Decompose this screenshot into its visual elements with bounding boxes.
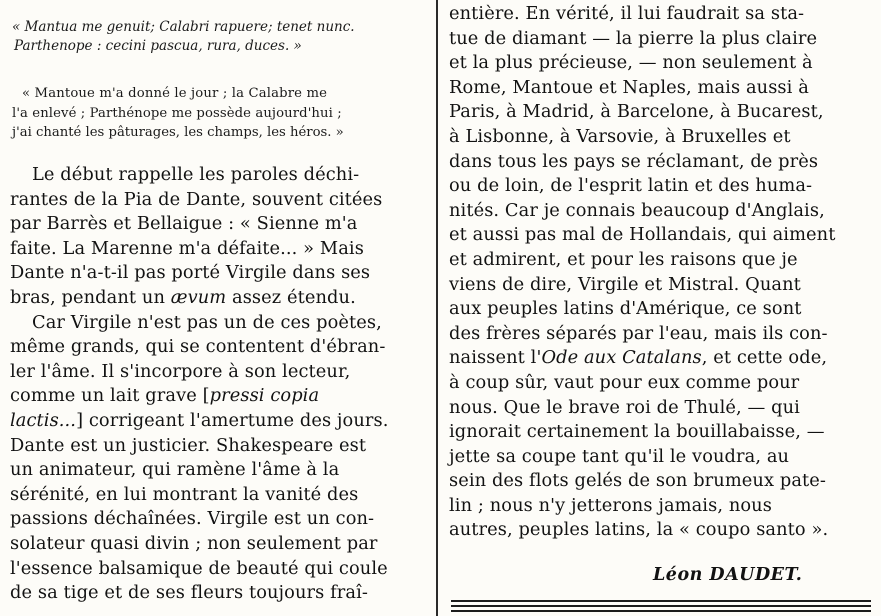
text-line: un animateur, qui ramène l'âme à la — [10, 459, 340, 481]
text-line: à coup sûr, vaut pour eux comme pour — [449, 371, 800, 393]
text-line: entière. En vérité, il lui faudrait sa sta- — [449, 3, 805, 24]
french-quote-line: j'ai chanté les pâturages, les champs, les héros. » — [12, 125, 344, 140]
right-article-text — [449, 2, 879, 543]
text-segment: comme un lait grave [ — [10, 385, 210, 407]
latin-quote-line: « Mantua me genuit; Calabri rapuere; tenet nunc. — [12, 19, 355, 35]
latin-quote-line: Parthenope : cecini pascua, rura, duces. » — [14, 38, 302, 54]
text-line: Dante n'a-t-il pas porté Virgile dans ses — [10, 262, 371, 284]
text-line: ler l'âme. Il s'incorpore à son lecteur, — [10, 360, 351, 382]
right-column — [443, 0, 881, 616]
text-line: à Lisbonne, à Varsovie, à Bruxelles et — [449, 125, 791, 147]
text-line: Rome, Mantoue et Naples, mais aussi à — [449, 76, 809, 98]
french-translation-quote — [12, 84, 424, 143]
text-segment: , et cette ode, — [701, 347, 828, 369]
text-line: ou de loin, de l'esprit latin et des huma- — [449, 175, 813, 197]
french-quote-line: « Mantoue m'a donné le jour ; la Calabre me — [22, 86, 328, 101]
closing-rule — [451, 610, 871, 612]
text-segment: assez étendu. — [226, 286, 356, 308]
column-divider — [436, 0, 438, 616]
latin-phrase: lactis... — [10, 409, 77, 431]
text-line: autres, peuples latins, la « coupo santo ». — [449, 519, 829, 541]
text-line: même grands, qui se contentent d'ébran- — [10, 336, 386, 358]
text-line: sein des flots gelés de son brumeux pate- — [449, 470, 827, 492]
text-line: et la plus précieuse, — non seulement à — [449, 52, 813, 74]
text-line: Le début rappelle les paroles déchi- — [32, 164, 360, 185]
aevum-term: ævum — [170, 286, 227, 308]
text-line — [10, 384, 428, 409]
text-line: lin ; nous n'y jetterons jamais, nous — [449, 494, 772, 516]
text-line: jette sa coupe tant qu'il le voudra, au — [449, 445, 790, 467]
text-line: aux peuples latins d'Amérique, ce sont — [449, 298, 802, 320]
text-line: sérénité, en lui montrant la vanité des — [10, 483, 359, 505]
text-line: et admirent, et pour les raisons que je — [449, 248, 798, 270]
text-segment: naissent l' — [449, 347, 542, 369]
latin-phrase: pressi copia — [209, 385, 320, 407]
text-line: faite. La Marenne m'a défaite... » Mais — [10, 237, 364, 259]
closing-rule — [451, 605, 871, 607]
french-quote-line: l'a enlevé ; Parthénope me possède aujourd'hui ; — [12, 105, 342, 121]
text-line: solateur quasi divin ; non seulement par — [10, 532, 378, 554]
left-column — [0, 0, 432, 616]
text-line — [10, 286, 428, 311]
text-line: Paris, à Madrid, à Barcelone, à Bucarest, — [449, 101, 824, 123]
text-line: passions déchaînées. Virgile est un con- — [10, 508, 375, 530]
left-article-text — [10, 163, 428, 606]
latin-epitaph-quote — [12, 18, 424, 56]
text-line: de sa tige et de ses fleurs toujours fraî- — [10, 582, 368, 604]
text-line — [449, 346, 879, 371]
text-line: nités. Car je connais beaucoup d'Anglais, — [449, 199, 825, 221]
text-line: des frères séparés par l'eau, mais ils con- — [449, 322, 828, 344]
text-segment: bras, pendant un — [10, 286, 171, 308]
text-segment: ] corrigeant l'amertume des jours. — [76, 409, 389, 431]
text-line: dans tous les pays se réclamant, de près — [449, 150, 819, 172]
text-line: viens de dire, Virgile et Mistral. Quant — [449, 273, 801, 295]
text-line: Car Virgile n'est pas un de ces poètes, — [32, 311, 382, 333]
text-line: et aussi pas mal de Hollandais, qui aiment — [449, 224, 836, 246]
text-line: ignorait certainement la bouillabaisse, — — [449, 421, 825, 443]
text-line: Dante est un justicier. Shakespeare est — [10, 434, 367, 456]
ode-title: Ode aux Catalans — [541, 347, 702, 369]
closing-rule — [451, 600, 871, 602]
text-line: nous. Que le brave roi de Thulé, — qui — [449, 396, 800, 418]
text-line: tue de diamant — la pierre la plus claire — [449, 27, 818, 49]
text-line — [10, 409, 428, 434]
text-line: l'essence balsamique de beauté qui coule — [10, 557, 388, 579]
author-signature: Léon DAUDET. — [653, 565, 803, 585]
text-line: par Barrès et Bellaigue : « Sienne m'a — [10, 213, 358, 235]
text-line: rantes de la Pia de Dante, souvent citées — [10, 188, 383, 210]
